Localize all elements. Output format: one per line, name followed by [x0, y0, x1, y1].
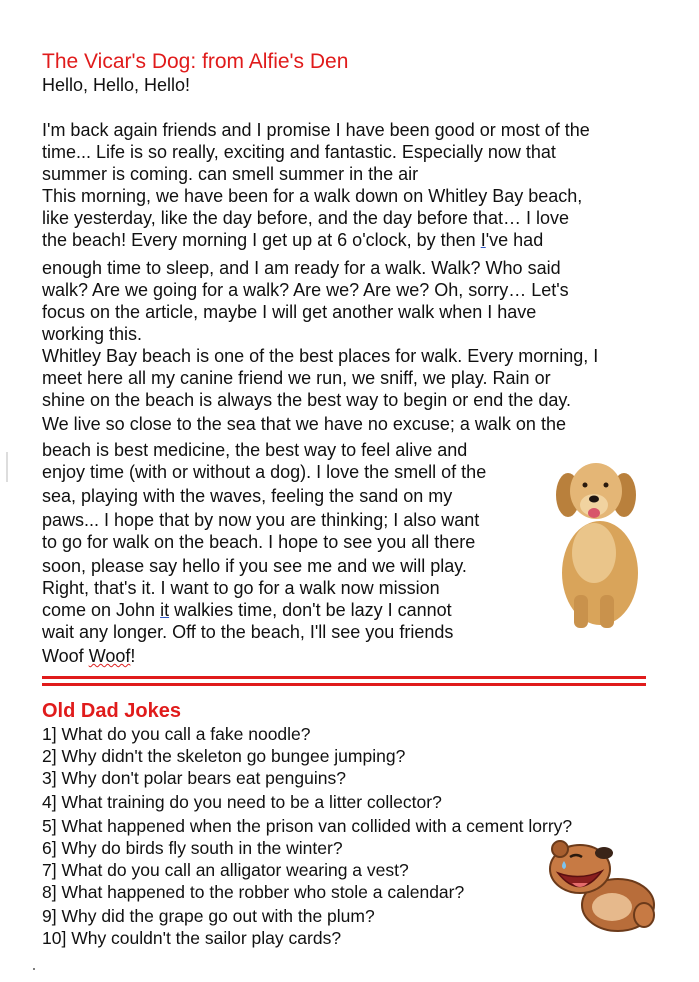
paragraph-line: paws... I hope that by now you are thinking; I also want	[42, 510, 480, 530]
joke-item: 8] What happened to the robber who stole a calendar?	[42, 882, 465, 902]
paragraph-line: shine on the beach is always the best way to begin or end the day.	[42, 390, 572, 410]
dog-left-eye	[583, 483, 588, 488]
golden-retriever-image	[548, 455, 648, 630]
joke-item: 2] Why didn't the skeleton go bungee jumping?	[42, 746, 406, 766]
joke-item: 5] What happened when the prison van collided with a cement lorry?	[42, 816, 573, 836]
dog-right-eye	[604, 483, 609, 488]
text-span: come on John	[42, 600, 161, 620]
bear-belly	[592, 893, 632, 921]
page-edge-mark	[6, 452, 8, 482]
bear-paw	[634, 903, 654, 927]
laughing-bear-cartoon	[540, 835, 660, 935]
paragraph-line: We live so close to the sea that we have no excuse; a walk on the	[42, 414, 566, 434]
paragraph-line: wait any longer. Off to the beach, I'll see you friends	[42, 622, 454, 642]
paragraph-line: walk? Are we going for a walk? Are we? Are we? Oh, sorry… Let's	[42, 280, 569, 300]
dog-right-leg	[600, 595, 614, 628]
paragraph-line: Right, that's it. I want to go for a walk now mission	[42, 578, 440, 598]
joke-item: 7] What do you call an alligator wearing a vest?	[42, 860, 409, 880]
dog-left-leg	[574, 595, 588, 628]
joke-item: 3] Why don't polar bears eat penguins?	[42, 768, 346, 788]
dog-nose	[589, 496, 599, 503]
paragraph-line: summer is coming. can smell summer in the air	[42, 164, 419, 184]
spellcheck-marked-word: Woof	[88, 646, 131, 666]
grammar-marked-word: I	[480, 230, 486, 250]
text-span: !	[130, 646, 136, 666]
text-span: Woof	[42, 646, 89, 666]
paragraph-line: working this.	[42, 324, 143, 344]
paragraph-line: like yesterday, like the day before, and the day before that… I love	[42, 208, 569, 228]
paragraph-line: soon, please say hello if you see me and we will play.	[42, 556, 467, 576]
bear-nose	[595, 847, 613, 859]
signoff-line	[42, 646, 135, 667]
joke-item: 6] Why do birds fly south in the winter?	[42, 838, 343, 858]
paragraph-line: enjoy time (with or without a dog). I love the smell of the	[42, 462, 487, 482]
jokes-heading: Old Dad Jokes	[42, 700, 181, 722]
section-divider	[42, 676, 646, 686]
text-span: 've had	[485, 230, 544, 250]
paragraph-line: Whitley Bay beach is one of the best places for walk. Every morning, I	[42, 346, 599, 366]
grammar-marked-word: it	[160, 600, 170, 620]
paragraph-line: focus on the article, maybe I will get another walk when I have	[42, 302, 537, 322]
article-title: The Vicar's Dog: from Alfie's Den	[42, 50, 349, 73]
greeting: Hello, Hello, Hello!	[42, 75, 191, 95]
stray-dot	[33, 968, 35, 970]
dog-tongue	[588, 508, 600, 518]
text-span: walkies time, don't be lazy I cannot	[169, 600, 452, 620]
paragraph-line: I'm back again friends and I promise I have been good or most of the	[42, 120, 590, 140]
paragraph-line: This morning, we have been for a walk down on Whitley Bay beach,	[42, 186, 583, 206]
joke-item: 9] Why did the grape go out with the plum?	[42, 906, 375, 926]
paragraph-line: time... Life is so really, exciting and fantastic. Especially now that	[42, 142, 556, 162]
paragraph-line: to go for walk on the beach. I hope to see you all there	[42, 532, 476, 552]
paragraph-line: enough time to sleep, and I am ready for a walk. Walk? Who said	[42, 258, 561, 278]
paragraph-line	[42, 230, 543, 251]
joke-item: 4] What training do you need to be a litter collector?	[42, 792, 442, 812]
paragraph-line	[42, 600, 452, 621]
bear-ear	[552, 841, 568, 857]
dog-chest	[572, 523, 616, 583]
paragraph-line: beach is best medicine, the best way to feel alive and	[42, 440, 468, 460]
text-span: the beach! Every morning I get up at 6 o'clock, by then	[42, 230, 481, 250]
joke-item: 10] Why couldn't the sailor play cards?	[42, 928, 342, 948]
joke-item: 1] What do you call a fake noodle?	[42, 724, 311, 744]
paragraph-line: meet here all my canine friend we run, we sniff, we play. Rain or	[42, 368, 551, 388]
paragraph-line: sea, playing with the waves, feeling the sand on my	[42, 486, 453, 506]
